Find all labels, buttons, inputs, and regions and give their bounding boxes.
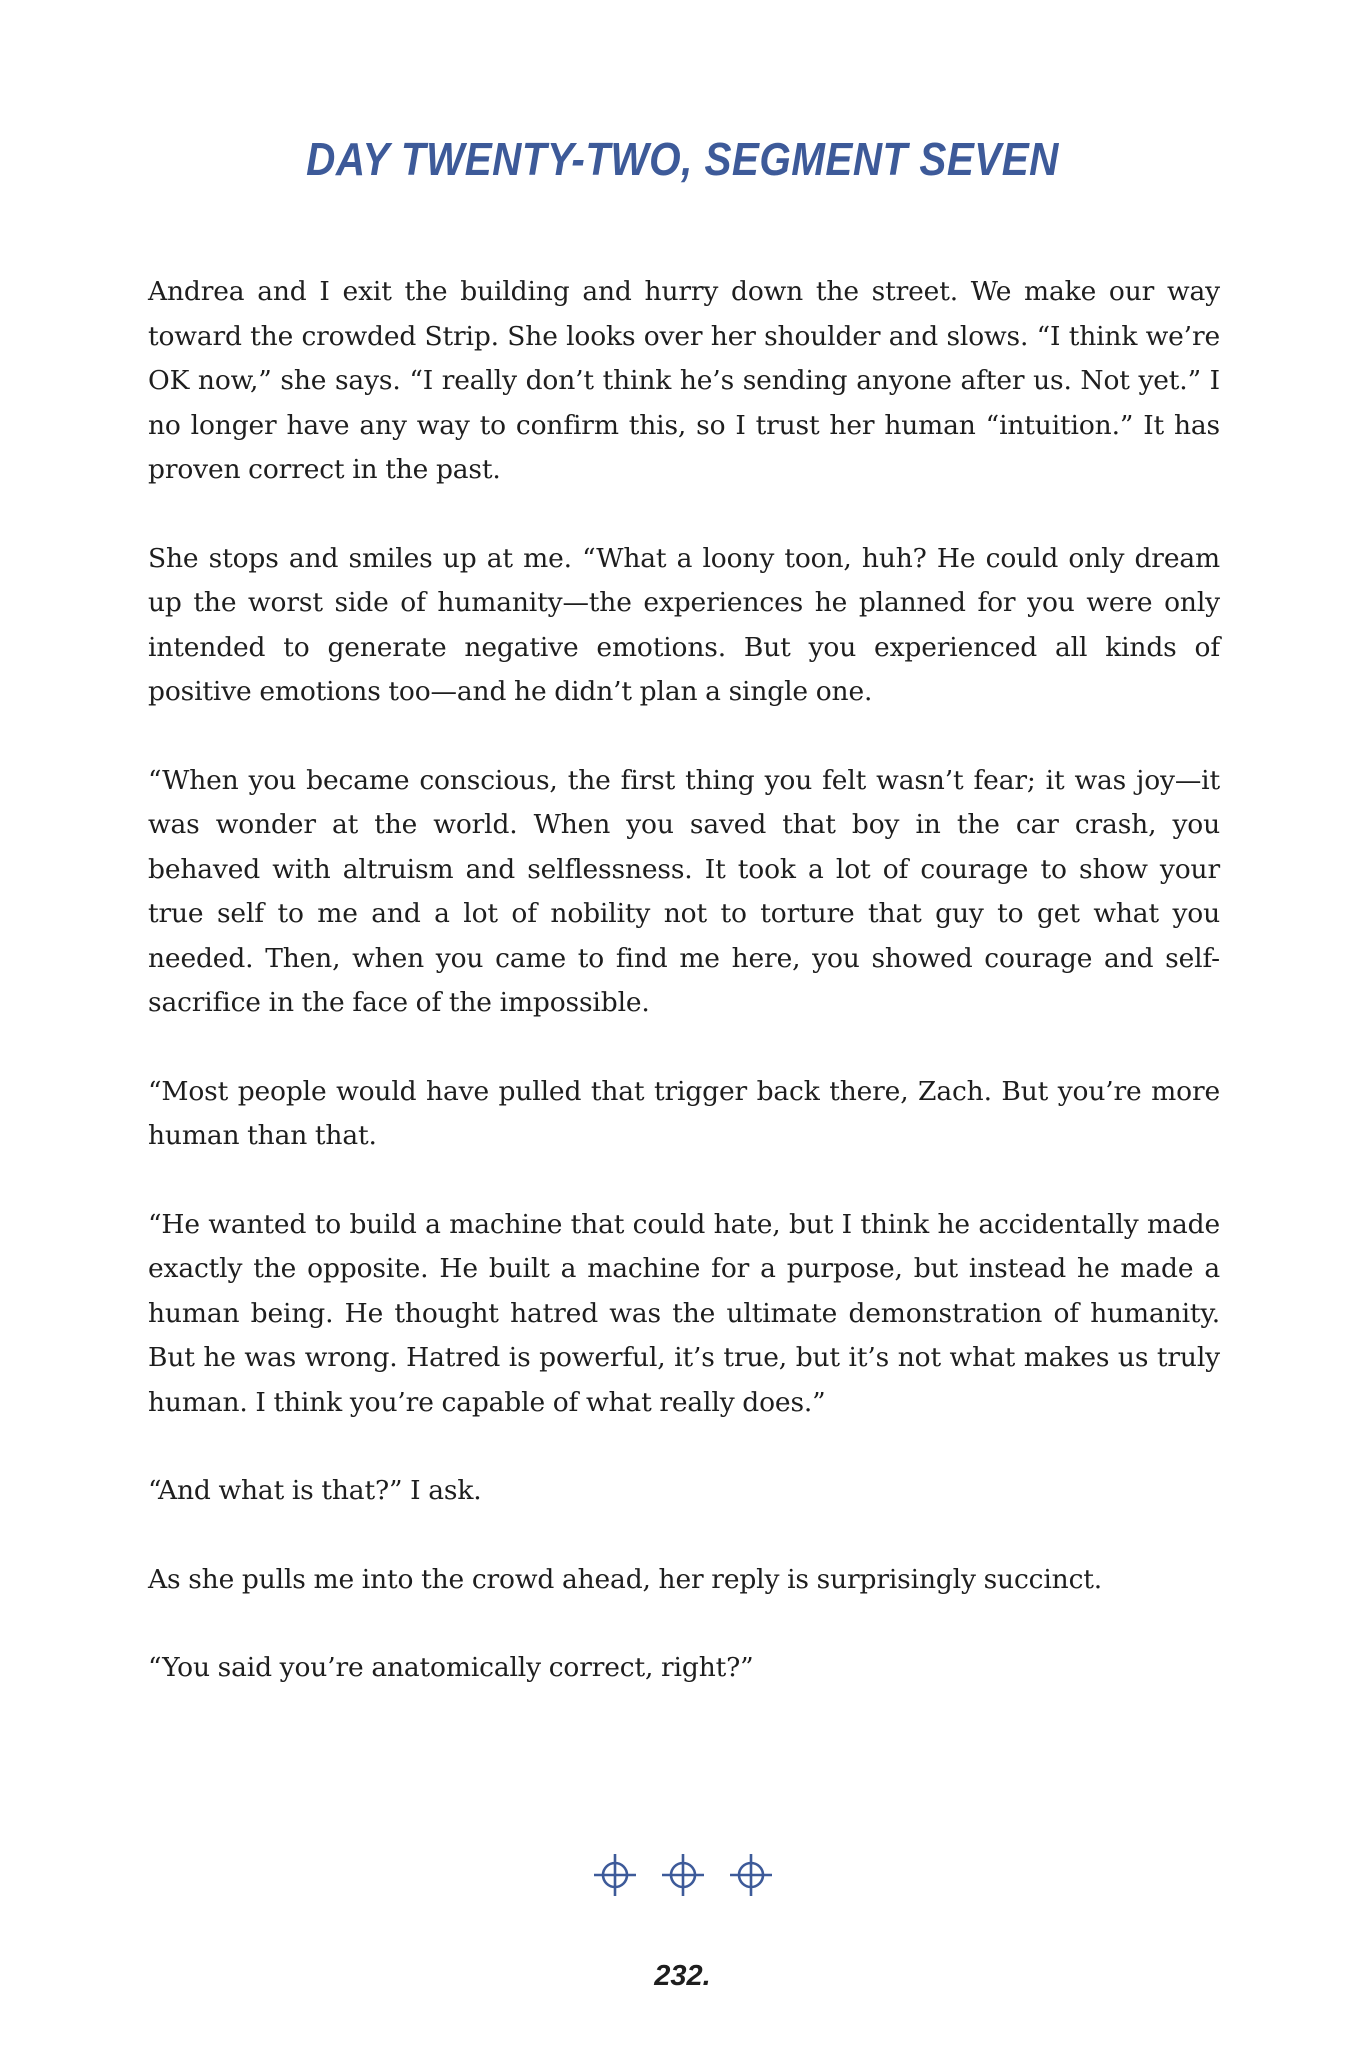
- paragraph: “When you became conscious, the first thing you felt wasn’t fear; it was joy—it was wonder at the world. When you saved that boy in the car crash, you behaved with altruism and selflessness. It took a lot of courage to show your true self to me and a lot of nobility not to torture that guy to get what you needed. Then, when you came to find me here, you showed courage and self-sacrifice in the face of the impossible.: [148, 764, 1220, 1018]
- paragraph: “Most people would have pulled that trigger back there, Zach. But you’re more human than that.: [148, 1075, 1220, 1151]
- page-number: 232.: [654, 1960, 711, 1992]
- chapter-title: DAY TWENTY-TWO, SEGMENT SEVEN: [306, 133, 1059, 185]
- paragraph: Andrea and I exit the building and hurry down the street. We make our way toward the crowded Strip. She looks over her shoulder and slows. “I think we’re OK now,” she says. “I really don’t think he’s sending anyone after us. Not yet.” I no longer have any way to confirm this, so I trust her human “intuition.” It has proven correct in the past.: [148, 276, 1220, 485]
- crosshair-icon: [660, 1852, 706, 1898]
- paragraph: She stops and smiles up at me. “What a loony toon, huh? He could only dream up the worst side of humanity—the experiences he planned for you were only intended to generate negative emotions. But you experienced all kinds of positive emotions too—and he didn’t plan a single one.: [148, 542, 1220, 707]
- paragraph: “You said you’re anatomically correct, right?”: [148, 1652, 754, 1683]
- crosshair-icon: [728, 1852, 774, 1898]
- paragraph: “He wanted to build a machine that could hate, but I think he accidentally made exactly the opposite. He built a machine for a purpose, but instead he made a human being. He thought hatred was the ultimate demonstration of humanity. But he was wrong. Hatred is powerful, it’s true, but it’s not what makes us truly human. I think you’re capable of what really does.”: [148, 1208, 1220, 1418]
- section-break-ornament: [0, 1852, 1365, 1898]
- crosshair-icon: [592, 1852, 638, 1898]
- body-text: [148, 270, 1220, 1735]
- paragraph: As she pulls me into the crowd ahead, her reply is surprisingly succinct.: [148, 1563, 1103, 1595]
- paragraph: “And what is that?” I ask.: [148, 1475, 482, 1506]
